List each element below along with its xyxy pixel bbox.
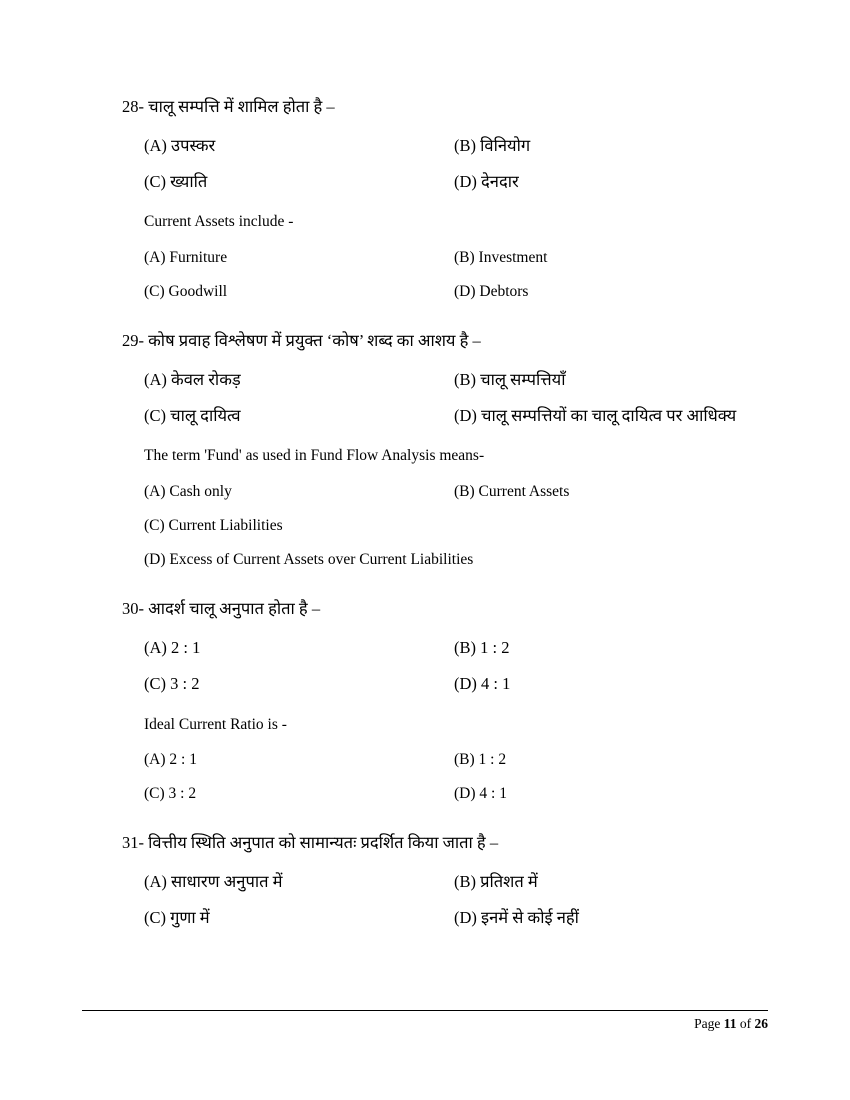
option-a-hindi: (A) उपस्कर — [144, 135, 216, 155]
option-d-hindi: (D) चालू सम्पत्तियों का चालू दायित्व पर आधिक्य — [454, 405, 737, 425]
option-a-hindi: (A) साधारण अनुपात में — [144, 872, 283, 891]
option-row — [122, 870, 750, 895]
option-a-english: (A) 2 : 1 — [144, 750, 197, 768]
option-c-hindi: (C) ख्याति — [144, 171, 208, 191]
option-row — [122, 782, 750, 805]
option-row — [122, 748, 750, 771]
option-b-hindi: (B) प्रतिशत में — [454, 872, 538, 891]
option-c-hindi: (C) गुणा में — [144, 907, 210, 927]
option-a-hindi: (A) 2 : 1 — [144, 638, 201, 657]
footer-page-number: 11 — [723, 1016, 737, 1031]
option-row — [122, 280, 750, 303]
option-a-english: (A) Cash only — [144, 482, 232, 500]
question-block-29 — [122, 329, 750, 571]
question-stem-english: Ideal Current Ratio is - — [144, 715, 287, 733]
option-c-english: (C) Current Liabilities — [144, 516, 283, 534]
question-block-30 — [122, 597, 750, 805]
option-a-hindi: (A) केवल रोकड़ — [144, 369, 241, 389]
option-b-english: (B) Investment — [454, 248, 548, 266]
option-b-english: (B) 1 : 2 — [454, 750, 507, 768]
question-block-28 — [122, 95, 750, 303]
option-row — [122, 548, 750, 571]
option-row — [122, 134, 750, 159]
question-block-31 — [122, 831, 750, 930]
question-stem-english: The term 'Fund' as used in Fund Flow Analysis means- — [144, 447, 485, 465]
option-row — [122, 906, 750, 931]
option-row — [122, 246, 750, 269]
option-row — [122, 514, 750, 537]
page-number-label — [82, 1011, 768, 1032]
option-row — [122, 480, 750, 503]
option-d-hindi: (D) देनदार — [454, 171, 519, 191]
option-row — [122, 170, 750, 195]
option-a-english: (A) Furniture — [144, 248, 228, 266]
footer-total-pages: 26 — [754, 1016, 768, 1031]
option-row — [122, 636, 750, 661]
question-stem-hindi: 29- कोष प्रवाह विश्लेषण में प्रयुक्त ‘कोष’ शब्द का आशय है – — [122, 331, 481, 350]
option-c-hindi: (C) चालू दायित्व — [144, 405, 241, 425]
option-c-english: (C) 3 : 2 — [144, 785, 197, 802]
page-footer — [82, 1010, 768, 1032]
option-d-english: (D) Excess of Current Assets over Current Liabilities — [144, 551, 474, 568]
question-stem-hindi: 30- आदर्श चालू अनुपात होता है – — [122, 599, 321, 619]
option-b-english: (B) Current Assets — [454, 482, 570, 500]
question-stem-hindi: 28- चालू सम्पत्ति में शामिल होता है – — [122, 97, 335, 116]
option-b-hindi: (B) 1 : 2 — [454, 638, 510, 657]
option-row — [122, 404, 750, 429]
option-row — [122, 368, 750, 393]
footer-middle: of — [736, 1016, 755, 1031]
option-d-hindi: (D) 4 : 1 — [454, 673, 511, 693]
option-row — [122, 672, 750, 697]
option-d-hindi: (D) इनमें से कोई नहीं — [454, 907, 579, 927]
option-b-hindi: (B) विनियोग — [454, 135, 531, 155]
question-stem-english: Current Assets include - — [144, 213, 294, 231]
option-c-english: (C) Goodwill — [144, 282, 228, 300]
option-d-english: (D) 4 : 1 — [454, 785, 507, 802]
footer-prefix: Page — [694, 1016, 724, 1031]
option-c-hindi: (C) 3 : 2 — [144, 673, 200, 693]
option-d-english: (D) Debtors — [454, 282, 529, 300]
question-stem-hindi: 31- वित्तीय स्थिति अनुपात को सामान्यतः प्रदर्शित किया जाता है – — [122, 833, 499, 853]
option-b-hindi: (B) चालू सम्पत्तियाँ — [454, 369, 566, 389]
